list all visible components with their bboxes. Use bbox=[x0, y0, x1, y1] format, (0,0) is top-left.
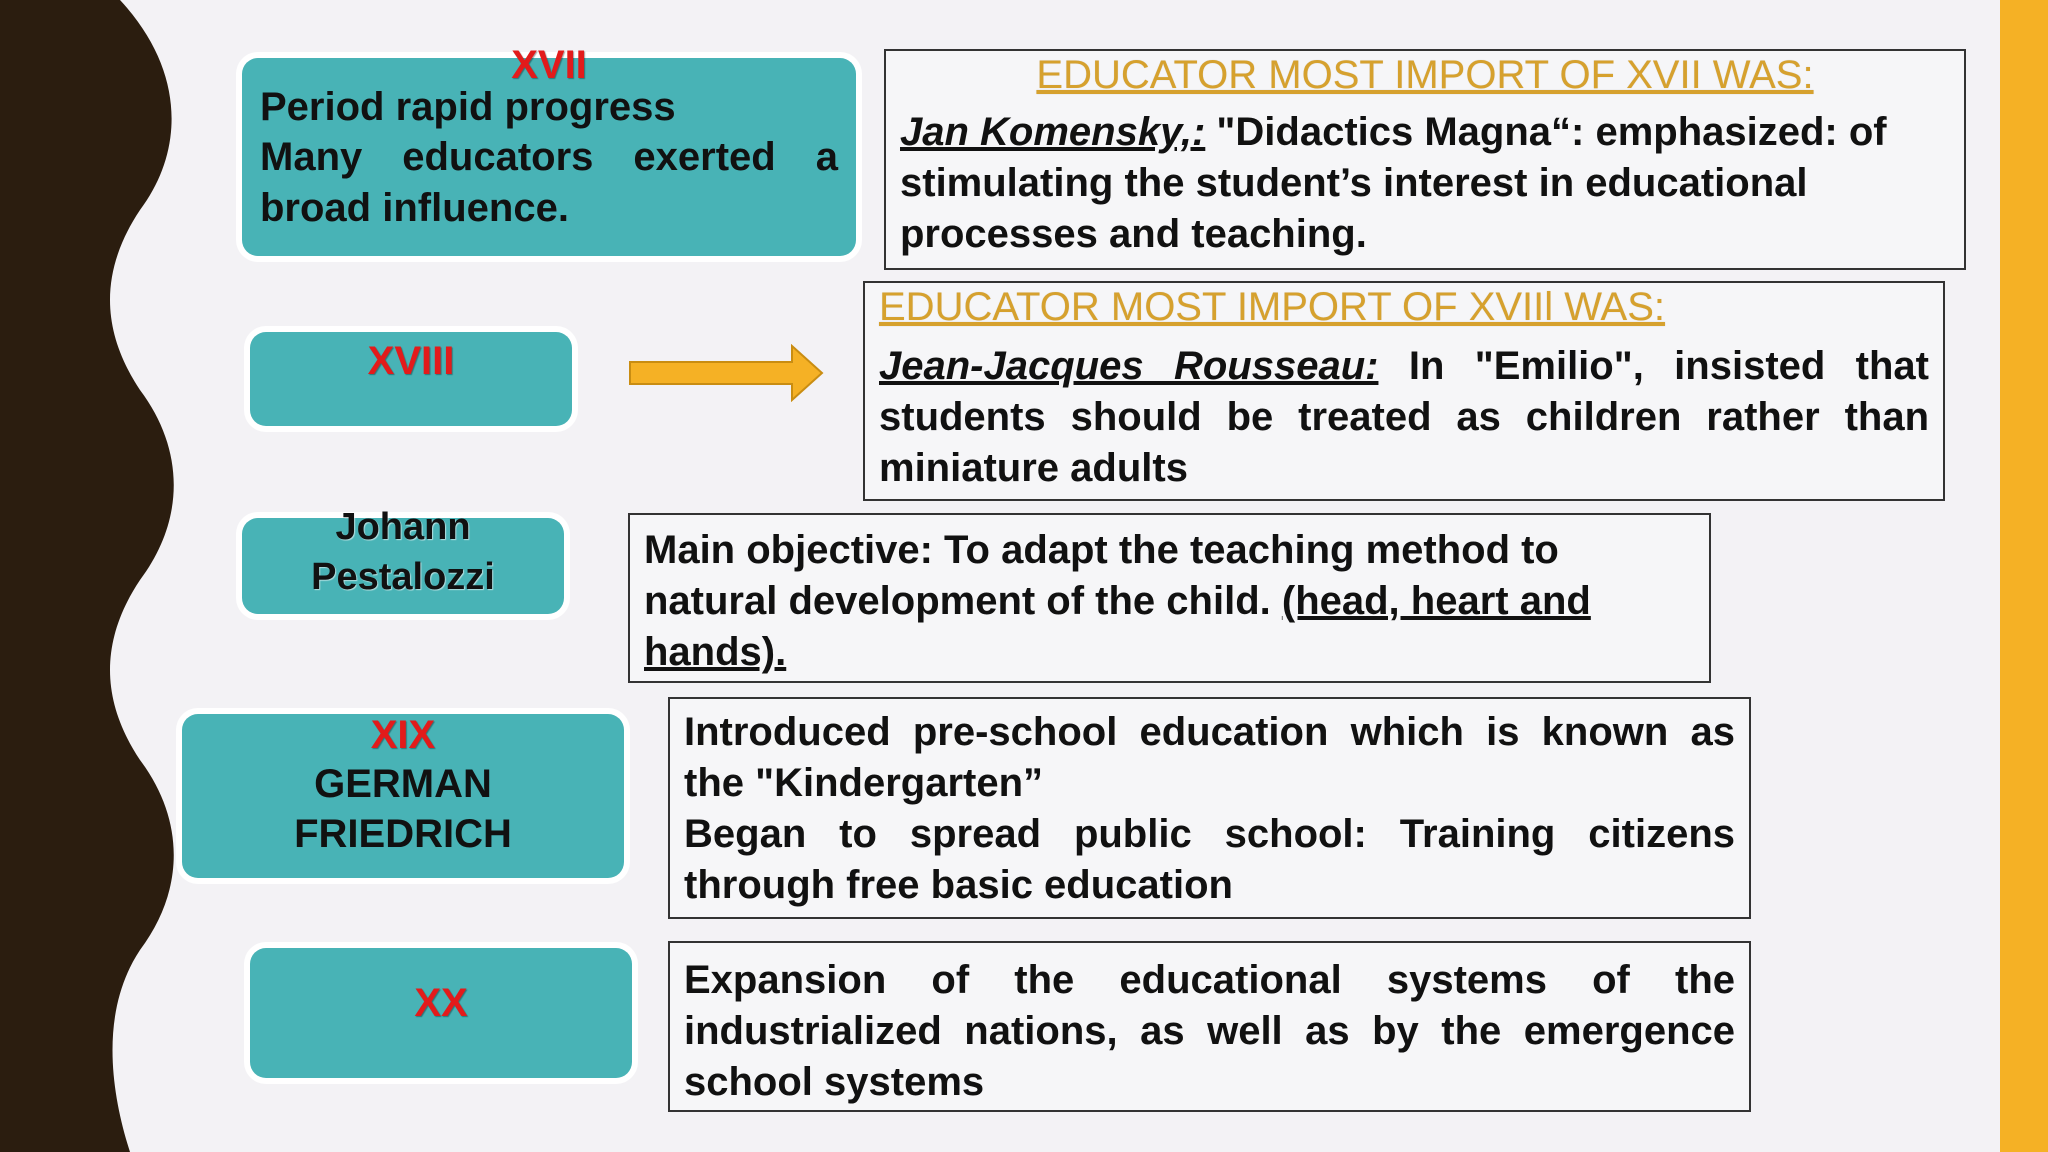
pestalozzi-card bbox=[242, 506, 564, 614]
xix-public-school-text: Began to spread public school: Training citizens through free basic education bbox=[684, 812, 1735, 907]
xix-description-box bbox=[668, 697, 1751, 919]
xviii-century-label: XVIII bbox=[367, 339, 455, 383]
komensky-description: "Didactics Magna“: emphasized: of stimulating the student’s interest in educational processes and teaching. bbox=[900, 110, 1887, 256]
xix-friedrich-label: FRIEDRICH bbox=[294, 812, 512, 856]
left-wavy-band bbox=[0, 0, 174, 1152]
pestalozzi-first-name: Johann bbox=[335, 506, 471, 548]
xvii-card-line1: Period rapid progress bbox=[260, 85, 676, 129]
xvii-educator-box bbox=[884, 49, 1966, 270]
right-gold-band bbox=[2000, 0, 2048, 1152]
pestalozzi-objective-text bbox=[644, 525, 1695, 678]
xx-card bbox=[250, 948, 632, 1078]
xviii-educator-box bbox=[863, 281, 1945, 501]
pestalozzi-objective-box bbox=[628, 513, 1711, 683]
xix-kindergarten-text: Introduced pre-school education which is known as the "Kindergarten” bbox=[684, 710, 1735, 805]
pestalozzi-emphasis: (head, heart and hands). bbox=[644, 579, 1591, 674]
xviii-educator-heading: EDUCATOR MOST IMPORT OF XVIIl WAS: bbox=[879, 285, 1666, 329]
xix-century-label: XIX bbox=[370, 713, 436, 757]
xvii-card bbox=[242, 43, 856, 256]
xvii-educator-text bbox=[900, 107, 1950, 260]
xvii-card-line2: Many educators exerted a broad influence. bbox=[260, 135, 838, 230]
xviii-educator-text bbox=[879, 341, 1929, 494]
xviii-card bbox=[250, 332, 572, 426]
xx-expansion-text: Expansion of the educational systems of the industrialized nations, as well as by the emergence school systems bbox=[684, 958, 1735, 1104]
right-arrow-icon bbox=[628, 344, 824, 402]
pestalozzi-last-name: Pestalozzi bbox=[311, 556, 495, 598]
xx-century-label: XX bbox=[414, 981, 468, 1025]
xvii-century-label: XVII bbox=[511, 43, 587, 87]
xix-german-label: GERMAN bbox=[314, 762, 492, 806]
rousseau-description: In "Emilio", insisted that students should be treated as children rather than miniature adults bbox=[879, 344, 1929, 490]
xx-description-box bbox=[668, 941, 1751, 1112]
xix-card bbox=[182, 714, 624, 878]
rousseau-name: Jean-Jacques Rousseau: bbox=[879, 344, 1379, 388]
xvii-educator-heading: EDUCATOR MOST IMPORT OF XVII WAS: bbox=[1036, 53, 1814, 97]
pestalozzi-objective: Main objective: To adapt the teaching method to natural development of the child. bbox=[644, 528, 1559, 623]
komensky-name: Jan Komensky,: bbox=[900, 110, 1206, 154]
